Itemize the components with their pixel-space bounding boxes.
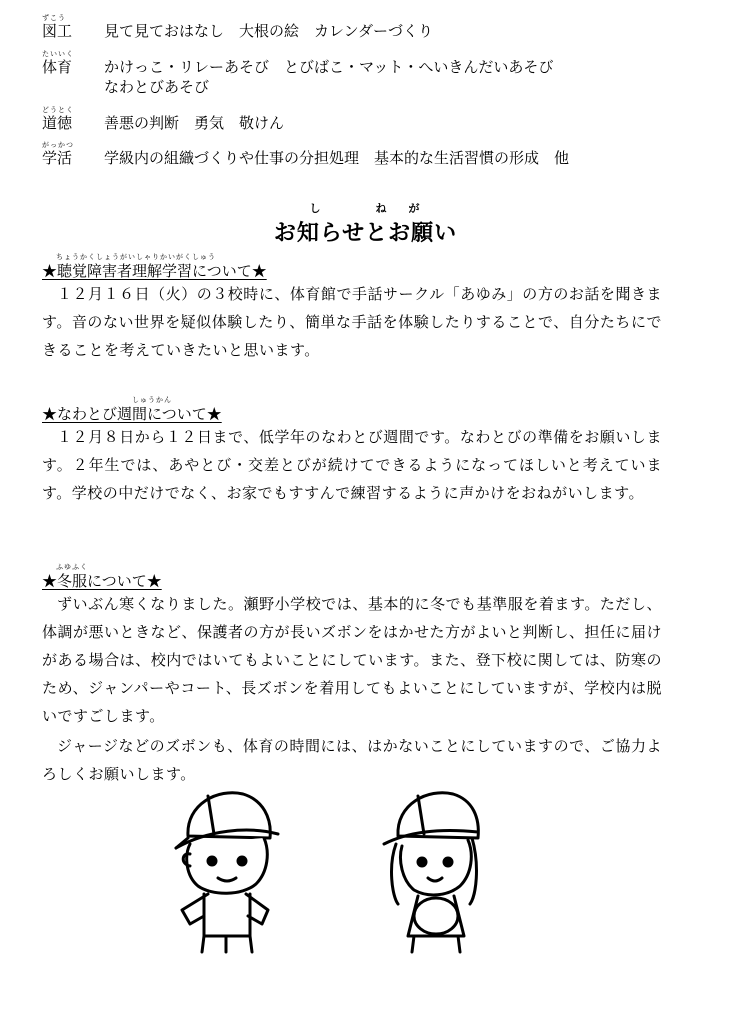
subject-content: 見て見ておはなし 大根の絵 カレンダーづくり bbox=[104, 22, 434, 40]
children-illustration bbox=[0, 786, 731, 956]
subject-row-taiiku bbox=[42, 50, 702, 100]
section-heading-furigana: ふゆふく bbox=[56, 563, 88, 571]
section-paragraph: １２月８日から１２日まで、低学年のなわとび週間です。なわとびの準備をお願いします。２年生では、あやとび・交差とびが続けてできるようになってほしいと考えています。学校の中だけでなく、お家でもすすんで練習するように声かけをおねがいします。 bbox=[42, 428, 662, 502]
subject-content-line: なわとびあそび bbox=[104, 78, 210, 96]
section-jumprope bbox=[42, 395, 662, 507]
page-title: お知らせとお願い bbox=[273, 221, 458, 246]
notice-title-block bbox=[0, 202, 731, 247]
section-heading: ★聴覚障害者理解学習について★ bbox=[42, 262, 267, 280]
girl-illustration bbox=[378, 786, 488, 956]
subject-name: 学活 bbox=[42, 149, 73, 167]
subject-row-zukou bbox=[42, 14, 702, 44]
subject-content: 善悪の判断 勇気 敬けん bbox=[104, 113, 285, 132]
subject-content-line: かけっこ・リレーあそび とびばこ・マット・へいきんだいあそび bbox=[104, 57, 554, 76]
section-hearing bbox=[42, 252, 662, 364]
subject-furigana: ずこう bbox=[42, 14, 66, 22]
subject-name: 図工 bbox=[42, 22, 73, 40]
boy-illustration bbox=[168, 786, 283, 956]
subject-furigana: たいいく bbox=[42, 49, 74, 58]
section-winter-clothes bbox=[42, 562, 662, 788]
section-heading: ★なわとび週間について★ bbox=[42, 405, 222, 423]
subject-row-doutoku bbox=[42, 106, 702, 136]
section-heading: ★冬服について★ bbox=[42, 572, 162, 590]
subject-content: 学級内の組織づくりや仕事の分担処理 基本的な生活習慣の形成 他 bbox=[104, 149, 570, 167]
subject-name: 道徳 bbox=[42, 113, 73, 132]
subject-furigana: がっかつ bbox=[42, 141, 74, 149]
section-heading-furigana: ちょうかくしょうがいしゃりかいがくしゅう bbox=[56, 253, 216, 261]
subjects-list bbox=[42, 14, 702, 177]
subject-row-gakkatsu bbox=[42, 141, 702, 171]
subject-name: 体育 bbox=[42, 57, 73, 76]
subject-furigana: どうとく bbox=[42, 105, 74, 114]
title-furigana: し ねが bbox=[309, 202, 442, 215]
section-heading-furigana: しゅうかん bbox=[132, 396, 172, 404]
section-paragraph: ジャージなどのズボンも、体育の時間には、はかないことにしていますので、ご協力よろしくお願いします。 bbox=[42, 737, 662, 783]
section-paragraph: ずいぶん寒くなりました。瀬野小学校では、基本的に冬でも基準服を着ます。ただし、体調が悪いときなど、保護者の方が長いズボンをはかせた方がよいと判断し、担任に届けがある場合は、校内ではいてもよいことにしています。また、登下校に関しては、防寒のため、ジャンパーやコート、長ズボンを着用してもよいことにしていますが、学校内は脱いですごします。 bbox=[42, 595, 663, 725]
section-paragraph: １２月１６日（火）の３校時に、体育館で手話サークル「あゆみ」の方のお話を聞きます。音のない世界を疑似体験したり、簡単な手話を体験したりすることで、自分たちにできることを考えていきたいと思います。 bbox=[42, 285, 662, 359]
